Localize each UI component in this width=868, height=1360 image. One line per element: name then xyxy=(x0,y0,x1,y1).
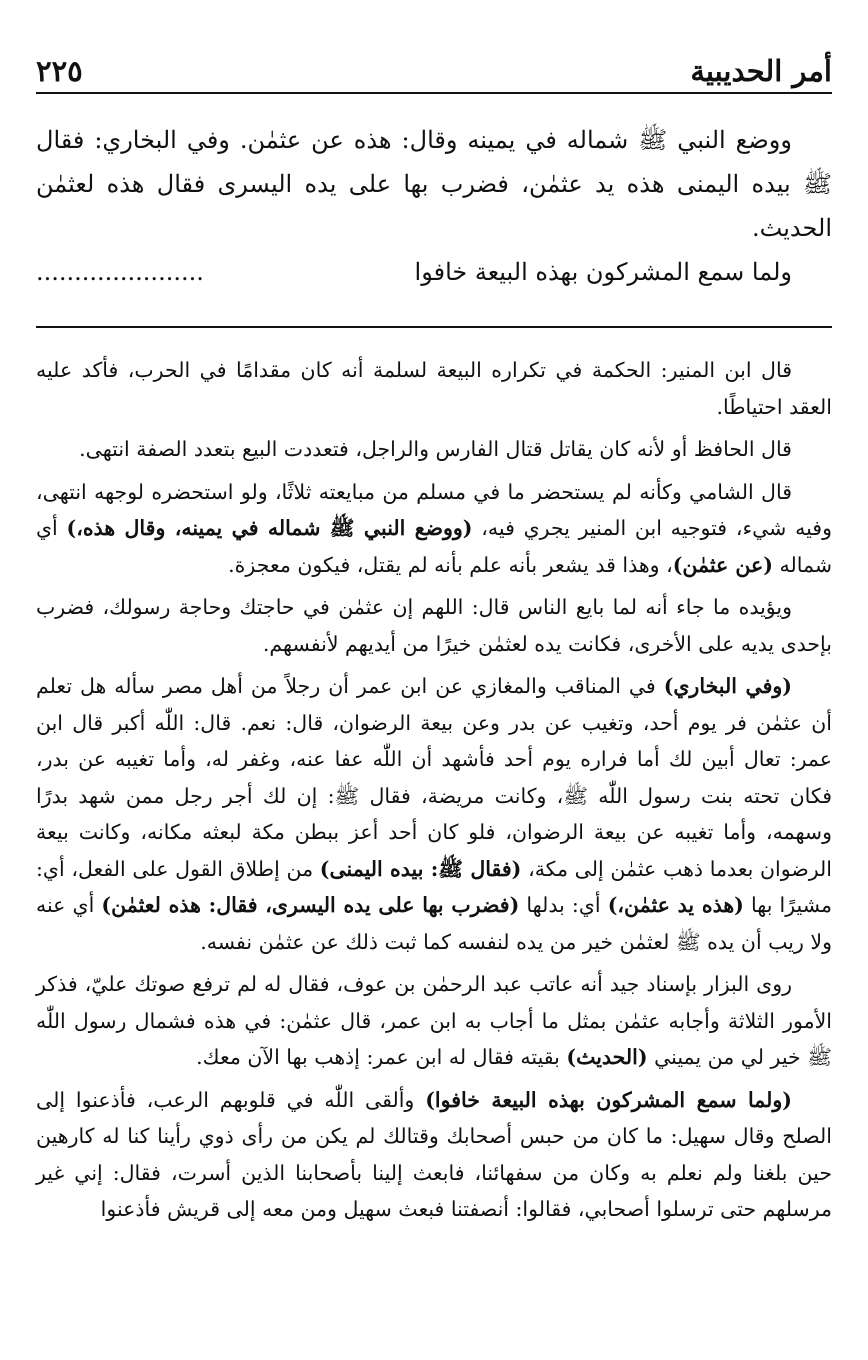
commentary xyxy=(36,352,832,1234)
text-run: أي: بدلها xyxy=(519,893,608,917)
commentary-paragraph-5 xyxy=(36,668,832,960)
bold-quote: (ولما سمع المشركون بهذه البيعة خافوا) xyxy=(425,1087,792,1112)
page-header xyxy=(36,28,832,88)
text-run: وألقى اللّٰه في قلوبهم الرعب، فأذعنوا إلى الصلح وقال سهيل: ما كان من حبس أصحابك وقتالك لم يكن من رأى ذوي رأينا كنا له كارهين حين بلغنا ولم نعلم به وكان من سفهائنا، فابعث إلينا بأصحابنا الذين أسرت، فقال: إني غير مرسلهم حتى ترسلوا أصحابي، فقالوا: أنصفتنا فبعث سهيل ومن معه إلى قريش فأذعنوا xyxy=(36,1087,832,1221)
bold-quote: (ووضع النبي ﷺ شماله في يمينه، وقال هذه،) xyxy=(66,516,473,540)
commentary-paragraph-1: قال ابن المنير: الحكمة في تكراره البيعة لسلمة أنه كان مقدامًا في الحرب، فأكد عليه العقد احتياطًا. xyxy=(36,358,832,419)
bold-quote: (وفي البخاري) xyxy=(663,674,792,698)
commentary-paragraph-3 xyxy=(36,474,832,584)
page-number: ٢٢٥ xyxy=(36,54,83,88)
text-run: أي شماله xyxy=(36,516,832,577)
commentary-paragraph-2: قال الحافظ أو لأنه كان يقاتل قتال الفارس والراجل، فتعددت البيع بتعدد الصفة انتهى. xyxy=(79,437,792,461)
bold-quote: (فقال ﷺ: بيده اليمنى) xyxy=(319,856,522,881)
bold-quote: (هذه يد عثمٰن،) xyxy=(607,893,744,917)
text-run: في المناقب والمغازي عن ابن عمر أن رجلاً من أهل مصر سأله هل تعلم أن عثمٰن فر يوم أحد، وتغيب عن بدر وعن بيعة الرضوان، قال: نعم. قال: اللّٰه أكبر قال ابن عمر: تعال أبين لك أما فراره يوم أحد فأشهد أن اللّٰه عفا عنه، وغفر له، وأما تغيبه عن بدر، فكان تحته بنت رسول اللّٰه ﷺ، وكانت مريضة، فقال ﷺ: إن لك أجر رجل ممن شهد بدرًا وسهمه، وأما تغيبه عن بيعة الرضوان، فلو كان أحد أعز ببطن مكة لبعثه مكانه، وكانت بيعة الرضوان بعدما ذهب عثمٰن إلى مكة، xyxy=(36,674,832,881)
commentary-paragraph-6 xyxy=(36,966,832,1076)
running-title: أمر الحديبية xyxy=(690,54,832,88)
main-paragraph-2 xyxy=(36,250,832,294)
text-run: بقيته فقال له ابن عمر: إذهب بها الآن معك. xyxy=(196,1045,567,1069)
text-run: قال الشامي وكأنه لم يستحضر ما في مسلم من مبايعته ثلاثًا، ولو استحضره لوجهه انتهى، وفيه شيء، فتوجيه ابن المنير يجري فيه، xyxy=(36,479,832,540)
main-paragraph-2-text: ولما سمع المشركون بهذه البيعة خافوا xyxy=(414,258,792,286)
commentary-paragraph-7 xyxy=(36,1082,832,1228)
main-text xyxy=(36,118,832,294)
bold-quote: (الحديث) xyxy=(566,1045,648,1069)
text-run: روى البزار بإسناد جيد أنه عاتب عبد الرحمٰن بن عوف، فقال له لم ترفع صوتك عليّ، فذكر الأمور الثلاثة وأجابه عثمٰن بمثل ما أجاب به ابن عمر، قال عثمٰن: في هذه فشمال رسول اللّٰه ﷺ خير لي من يميني xyxy=(36,972,832,1069)
ellipsis-dots: ...................... xyxy=(36,258,204,286)
text-run: أي عنه ولا ريب أن يده ﷺ لعثمٰن خير من يده لنفسه كما ثبت ذلك عن عثمٰن نفسه. xyxy=(36,893,832,954)
main-paragraph-1: ووضع النبي ﷺ شماله في يمينه وقال: هذه عن عثمٰن. وفي البخاري: فقال ﷺ بيده اليمنى هذه يد عثمٰن، فضرب بها على يده اليسرى فقال هذه لعثمٰن الحديث. xyxy=(36,126,832,242)
footnote-rule xyxy=(36,326,832,328)
commentary-paragraph-4: ويؤيده ما جاء أنه لما بايع الناس قال: اللهم إن عثمٰن في حاجتك وحاجة رسولك، فضرب بإحدى يديه على الأخرى، فكانت يده لعثمٰن خيرًا من أيديهم لأنفسهم. xyxy=(36,595,832,656)
bold-quote: (عن عثمٰن) xyxy=(672,552,773,577)
header-rule xyxy=(36,92,832,94)
text-run: من إطلاق القول على الفعل، أي: مشيرًا بها xyxy=(36,856,833,917)
bold-quote: (فضرب بها على يده اليسرى، فقال: هذه لعثمٰن) xyxy=(101,893,520,917)
text-run: ، وهذا قد يشعر بأنه علم بأنه لم يقتل، فيكون معجزة. xyxy=(228,552,673,577)
